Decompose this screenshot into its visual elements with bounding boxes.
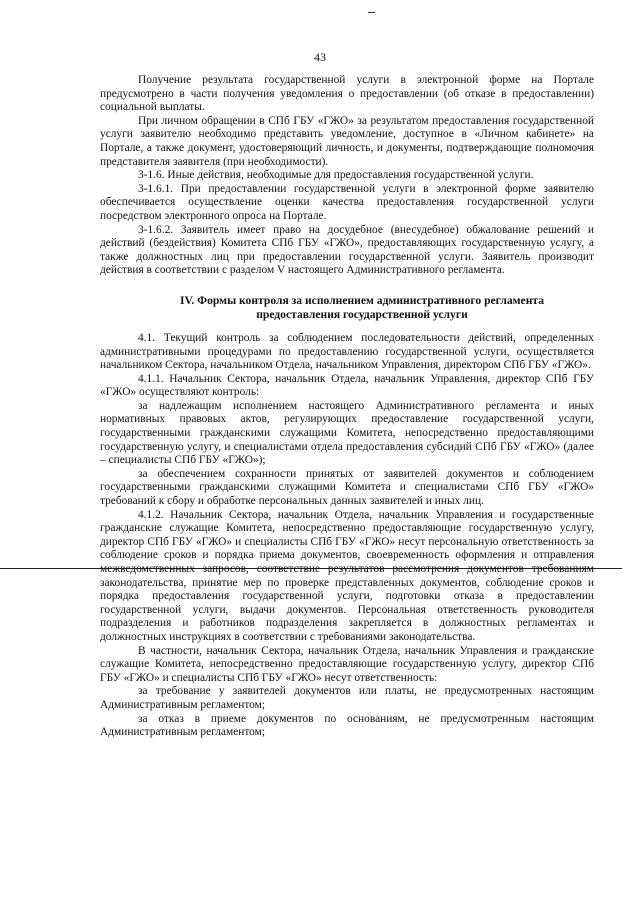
paragraph: 3-1.6.1. При предоставлении государственной услуги в электронной форме заявителю обеспечивается осуществление оценки качества предоставления государственной услуги посредством электронного опроса на Портале. xyxy=(100,182,594,222)
paragraph: 4.1.2. Начальник Сектора, начальник Отдела, начальник Управления и государственные гражданские служащие Комитета, непосредственно предоставляющие государственную услугу, директор СПб ГБУ «ГЖО» и специалисты СПб ГБУ «ГЖО» несут персональную ответственность за соблюдение сроков и порядка приема документов, своевременность оформления и отправления межведомственных запросов, соответствие результатов рассмотрения документов требованиям законодательства, принятие мер по проверке представленных документов, соблюдение сроков и порядка предоставления государственной услуги, подготовки отказа в предоставлении государственной услуги, выдачи документов. Персональная ответственность руководителя подразделения и работников подразделения закрепляется в должностных регламентах и должностных инструкциях в соответствии с требованиями законодательства. xyxy=(100,508,594,643)
paragraph: 3-1.6. Иные действия, необходимые для предоставления государственной услуги. xyxy=(138,169,534,182)
page-number: 43 xyxy=(314,50,326,64)
spacer xyxy=(100,278,594,294)
paragraph: 3-1.6.2. Заявитель имеет право на досудебное (внесудебное) обжалование решений и действий (бездействия) Комитета СПб ГБУ «ГЖО», предоставляющих государственную услугу, а также должностных лиц при предоставлении государственной услуги. Заявитель производит действия в соответствии с разделом V настоящего Административного регламента. xyxy=(100,223,594,277)
paragraph: за требование у заявителей документов или платы, не предусмотренных настоящим Административным регламентом; xyxy=(100,685,594,711)
paragraph: за надлежащим исполнением настоящего Административного регламента и иных нормативных правовых актов, регулирующих предоставление государственной услуги, государственными гражданскими служащими Комитета, непосредственно предоставляющими государственную услугу, и специалистами отдела предоставления субсидий СПб ГБУ «ГЖО» (далее – специалисты СПб ГБУ «ГЖО»); xyxy=(100,399,594,467)
paragraph: В частности, начальник Сектора, начальник Отдела, начальник Управления и гражданские служащие Комитета, непосредственно предоставляющие государственную услугу, директор СПб ГБУ «ГЖО» и специалисты СПб ГБУ «ГЖО» несут ответственность: xyxy=(100,644,594,684)
paragraph: Получение результата государственной услуги в электронной форме на Портале предусмотрено в части получения уведомления о предоставлении (об отказе в предоставлении) социальной выплаты. xyxy=(100,74,594,114)
paragraph: за обеспечением сохранности принятых от заявителей документов и соблюдением государственными гражданскими служащими Комитета и специалистами СПб ГБУ «ГЖО» требований к сбору и обработке персональных данных заявителей и иных лиц. xyxy=(100,467,594,508)
section-heading-line-1: IV. Формы контроля за исполнением административного регламента xyxy=(179,293,545,307)
page-body xyxy=(100,74,594,740)
paragraph: 4.1.1. Начальник Сектора, начальник Отдела, начальник Управления, директор СПб ГБУ «ГЖО» осуществляют контроль: xyxy=(100,372,594,399)
paragraph: за отказ в приеме документов по основаниям, не предусмотренным настоящим Административным регламентом; xyxy=(100,712,594,739)
header-dash xyxy=(368,12,375,13)
section-heading-line-2: предоставления государственной услуги xyxy=(256,307,468,321)
spacer xyxy=(100,322,594,332)
paragraph: 4.1. Текущий контроль за соблюдением последовательности действий, определенных административными процедурами по предоставлению государственной услуги, осуществляется начальником Сектора, начальником Отдела, начальником Управления, директором СПб ГБУ «ГЖО». xyxy=(100,331,594,372)
paragraph: При личном обращении в СПб ГБУ «ГЖО» за результатом предоставления государственной услуги заявителю необходимо представить уведомление, доступное в «Личном кабинете» на Портале, а также документ, удостоверяющий личность, и документы, подтверждающие полномочия представителя заявителя (при необходимости). xyxy=(100,114,594,168)
